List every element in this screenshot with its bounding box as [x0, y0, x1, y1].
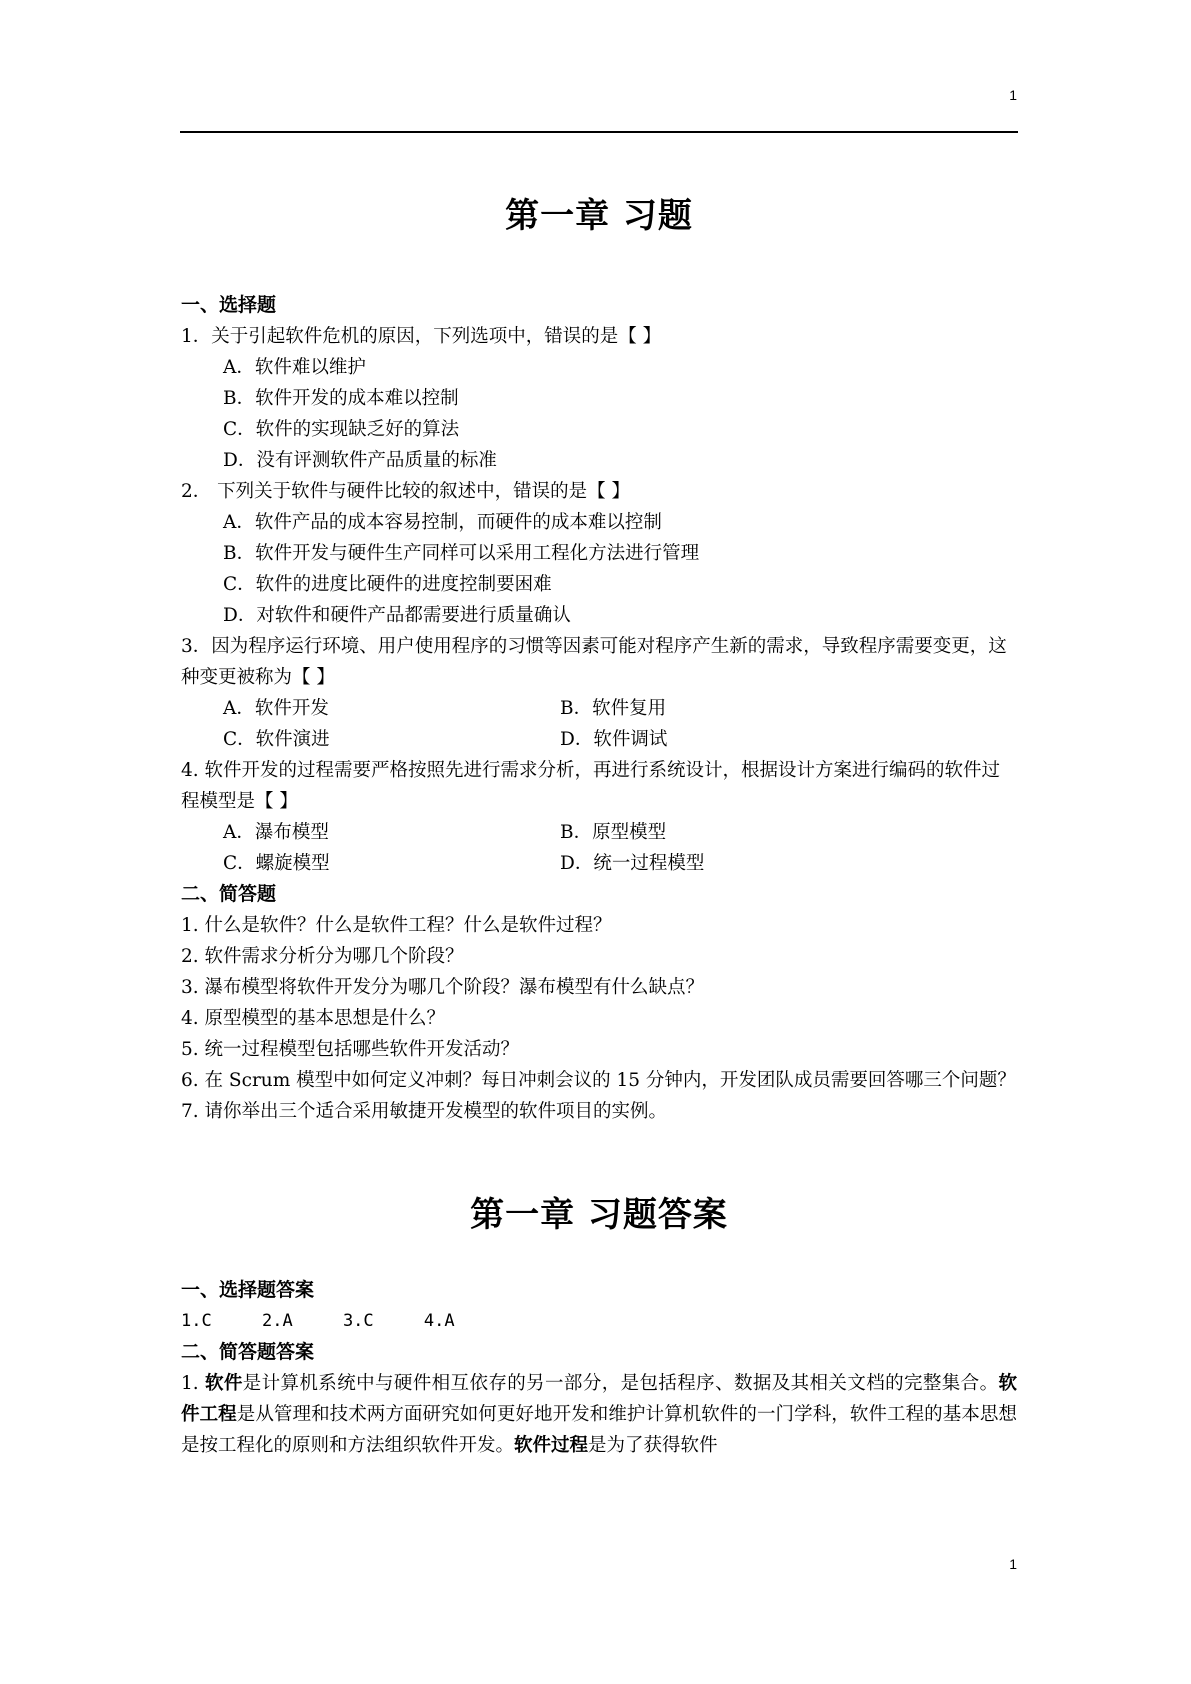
option: C．软件的实现缺乏好的算法 — [223, 419, 460, 440]
page-number-top: 1 — [1009, 87, 1017, 103]
option: B．软件复用 — [560, 698, 667, 719]
question-text: 1．关于引起软件危机的原因，下列选项中，错误的是【 】 — [181, 326, 662, 347]
option-row — [181, 848, 1017, 879]
short-question: 4. 原型模型的基本思想是什么？ — [181, 1008, 446, 1029]
option: B．软件开发的成本难以控制 — [223, 388, 459, 409]
question-1 — [181, 321, 1017, 476]
page-number-bottom: 1 — [1009, 1556, 1017, 1572]
option: C．螺旋模型 — [223, 853, 330, 874]
term-software-process: 软件过程 — [514, 1435, 589, 1456]
section-title-choice-answers: 一、选择题答案 — [181, 1279, 315, 1301]
answer-number: 1. — [181, 1373, 205, 1394]
term-software: 软件 — [204, 1373, 243, 1394]
section-title-choice: 一、选择题 — [181, 294, 277, 316]
question-text: 4. 软件开发的过程需要严格按照先进行需求分析，再进行系统设计，根据设计方案进行编码的软件过程模型是【 】 — [181, 760, 1001, 812]
option-row — [181, 817, 1017, 848]
question-2 — [181, 476, 1017, 631]
option: D．统一过程模型 — [560, 853, 705, 874]
answer-text: 是为了获得软件 — [588, 1435, 718, 1456]
short-question: 3. 瀑布模型将软件开发分为哪几个阶段？瀑布模型有什么缺点？ — [181, 977, 705, 998]
choice-answer: 1.C — [181, 1311, 212, 1331]
option-row — [181, 724, 1017, 755]
option: A．软件产品的成本容易控制，而硬件的成本难以控制 — [223, 512, 662, 533]
answer-text: 是从管理和技术两方面研究如何更好地开发和维护计算机软件的一门学科，软件工程的基本思想是按工程化的原则和方法组织软件开发。 — [181, 1404, 1017, 1456]
question-text: 3．因为程序运行环境、用户使用程序的习惯等因素可能对程序产生新的需求，导致程序需要变更，这种变更被称为【 】 — [181, 636, 1007, 688]
option: B．软件开发与硬件生产同样可以采用工程化方法进行管理 — [223, 543, 700, 564]
question-3 — [181, 631, 1017, 755]
answers-title: 第一章 习题答案 — [470, 1195, 728, 1235]
question-4 — [181, 755, 1017, 879]
option: D．软件调试 — [560, 729, 668, 750]
option: B．原型模型 — [560, 822, 667, 843]
choice-answer: 4.A — [423, 1311, 455, 1331]
short-question: 2. 软件需求分析分为哪几个阶段？ — [181, 946, 464, 967]
option-row — [181, 693, 1017, 724]
choice-answer: 3.C — [342, 1311, 374, 1331]
chapter-title: 第一章 习题 — [505, 196, 693, 236]
short-question: 1. 什么是软件？什么是软件工程？什么是软件过程？ — [181, 915, 612, 936]
option: C．软件演进 — [223, 729, 330, 750]
answer-text: 是计算机系统中与硬件相互依存的另一部分，是包括程序、数据及其相关文档的完整集合。 — [242, 1373, 999, 1394]
term-software-engineering: 软件工程 — [181, 1373, 1017, 1425]
option: A．软件开发 — [223, 698, 329, 719]
option: D．对软件和硬件产品都需要进行质量确认 — [223, 605, 571, 626]
short-question: 6. 在 Scrum 模型中如何定义冲刺？每日冲刺会议的 15 分钟内，开发团队成员需要回答哪三个问题？ — [181, 1070, 1016, 1091]
option: A．瀑布模型 — [223, 822, 329, 843]
option: D．没有评测软件产品质量的标准 — [223, 450, 497, 471]
header-rule — [180, 131, 1018, 133]
document-body — [181, 190, 1017, 1461]
choice-answer: 2.A — [261, 1311, 293, 1331]
question-text: 2． 下列关于软件与硬件比较的叙述中，错误的是【 】 — [181, 481, 631, 502]
short-question: 5. 统一过程模型包括哪些软件开发活动？ — [181, 1039, 520, 1060]
section-title-short-answer: 二、简答题 — [181, 883, 277, 905]
section-title-short-answers: 二、简答题答案 — [181, 1341, 315, 1363]
short-question: 7. 请你举出三个适合采用敏捷开发模型的软件项目的实例。 — [181, 1101, 668, 1122]
option: A．软件难以维护 — [223, 357, 366, 378]
answer-paragraph-1 — [181, 1368, 1017, 1461]
choice-answers — [181, 1306, 1017, 1337]
option: C．软件的进度比硬件的进度控制要困难 — [223, 574, 552, 595]
